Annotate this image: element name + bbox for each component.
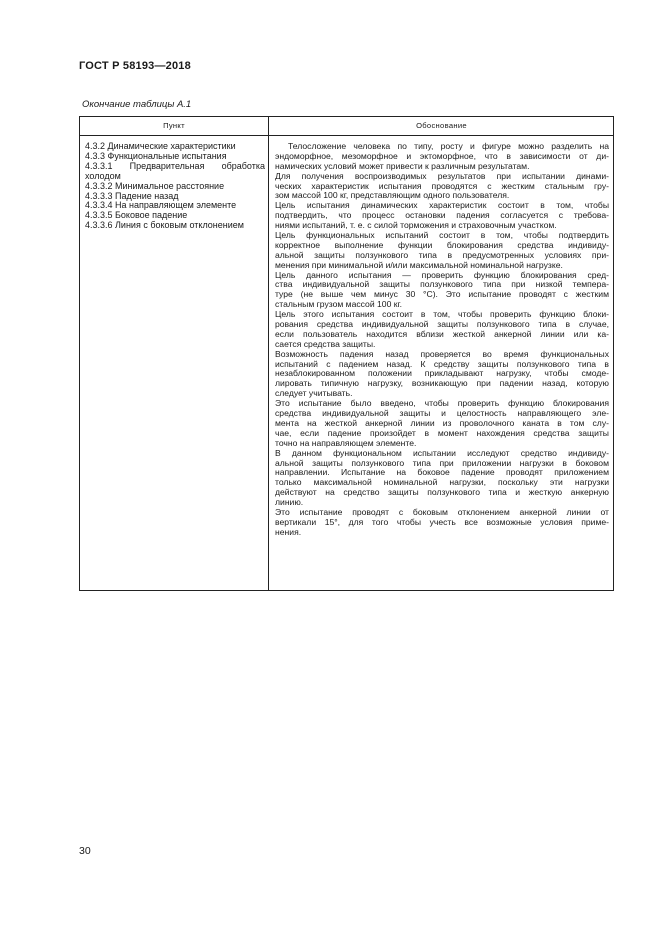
clause-item: 4.3.3 Функциональные испытания — [85, 150, 227, 161]
rationale-line: Цель функциональных испытаний состоит в том, чтобы подтвердить — [275, 231, 609, 241]
rationale-line: ческих характеристик испытания проводятся с жестким стальным гру- — [275, 181, 609, 191]
table-caption: Окончание таблицы А.1 — [82, 99, 192, 110]
rationale-line: альной защиты ползункового типа в предусмотренных условиях при- — [275, 250, 609, 260]
rationale-line: Это испытание было введено, чтобы проверить функцию блокирования — [275, 399, 609, 409]
column-divider — [268, 117, 269, 590]
rationale-line: рования средства индивидуальной защиты ползункового типа в случае, — [275, 320, 609, 330]
clause-item: 4.3.3.4 На направляющем элементе — [85, 200, 237, 211]
rationale-line: чае, если падение произойдет в момент нахождения средства защиты — [275, 428, 609, 438]
clause-item: 4.3.3.2 Минимальное расстояние — [85, 180, 225, 191]
rationale-line: ниями испытаний, т. е. с силой торможения и страховочным участком. — [275, 221, 557, 231]
rationale-line: Возможность падения назад проверяется во время функциональных — [275, 349, 609, 359]
rationale-line: незаблокированном положении прикладывают нагрузку, чтобы смоде- — [275, 369, 609, 379]
document-code-header: ГОСТ Р 58193—2018 — [79, 60, 191, 72]
clause-item: 4.3.3.5 Боковое падение — [85, 210, 188, 221]
rationale-line: Цель испытания динамических характеристик состоит в том, чтобы — [275, 201, 609, 211]
rationale-line: туре (не выше чем минус 30 °С). Это испытание проводят с жестким — [275, 290, 609, 300]
standards-table — [79, 116, 614, 591]
rationale-line: средства индивидуальной защиты и целостность направляющего эле- — [275, 409, 609, 419]
rationale-line: Цель этого испытания состоит в том, чтобы проверить функцию блоки- — [275, 310, 609, 320]
clause-item: 4.3.3.3 Падение назад — [85, 190, 179, 201]
rationale-line: испытаний с падением назад. К средству защиты ползункового типа в — [275, 359, 609, 369]
rationale-line: Для получения воспроизводимых результатов при испытании динами- — [275, 171, 609, 181]
rationale-line: лировать типичную нагрузку, возникающую при падении назад, которую — [275, 379, 609, 389]
rationale-line: если пользователь находится вблизи жесткой анкерной линии или ка- — [275, 329, 609, 339]
rationale-line: сается средства защиты. — [275, 339, 376, 349]
clause-item: 4.3.3.1 Предварительная обработка — [85, 160, 265, 171]
page-number: 30 — [79, 845, 91, 857]
rationale-line: эндоморфное, мезоморфное и эктоморфное, что в зависимости от ди- — [275, 151, 609, 161]
rationale-line: ства индивидуальной защиты ползункового типа при низкой темпера- — [275, 280, 609, 290]
rationale-line: точно на направляющем элементе. — [275, 438, 417, 448]
clause-item: 4.3.2 Динамические характеристики — [85, 141, 236, 151]
rationale-column — [275, 142, 609, 538]
column-header-clause: Пункт — [163, 121, 185, 130]
rationale-line: менения при минимальной и/или максимальной номинальной нагрузке. — [275, 260, 563, 270]
rationale-line: намических условий может привести к различным результатам. — [275, 161, 530, 171]
column-header-rationale: Обоснование — [416, 121, 467, 130]
rationale-line: Это испытание проводят с боковым отклонением анкерной линии от — [275, 507, 609, 517]
rationale-line: линию. — [275, 498, 304, 508]
rationale-line: Телосложение человека по типу, росту и фигуре можно разделить на — [288, 142, 609, 151]
header-divider — [80, 135, 613, 136]
rationale-line: стальным грузом массой 100 кг. — [275, 300, 402, 310]
rationale-line: только максимальной номинальной нагрузки, поскольку эти нагрузки — [275, 478, 609, 488]
rationale-line: направлении. Испытание на боковое падение проводят приложением — [275, 468, 609, 478]
rationale-line: следует учитывать. — [275, 389, 353, 399]
rationale-line: нения. — [275, 527, 302, 537]
rationale-line: вертикали 15°, для того чтобы учесть все возможные условия приме- — [275, 517, 609, 527]
rationale-line: подтвердить, что процесс остановки падения согласуется с требова- — [275, 211, 609, 221]
clause-item: 4.3.3.6 Линия с боковым отклонением — [85, 220, 244, 231]
rationale-line: мента на жесткой анкерной линии из проволочного каната в том слу- — [275, 418, 609, 428]
rationale-line: зом массой 100 кг, представляющим одного пользователя. — [275, 191, 510, 201]
clause-column — [85, 142, 265, 231]
clause-item: холодом — [85, 170, 121, 181]
rationale-line: В данном функциональном испытании исследуют средство индивиду- — [275, 448, 609, 458]
rationale-line: корректное выполнение функции блокирования средства индивиду- — [275, 240, 609, 250]
rationale-line: действуют на средство защиты ползункового типа и жесткую анкерную — [275, 488, 609, 498]
rationale-line: Цель данного испытания — проверить функцию блокирования сред- — [275, 270, 609, 280]
rationale-line: альной защиты ползункового типа при приложении нагрузки в боковом — [275, 458, 609, 468]
